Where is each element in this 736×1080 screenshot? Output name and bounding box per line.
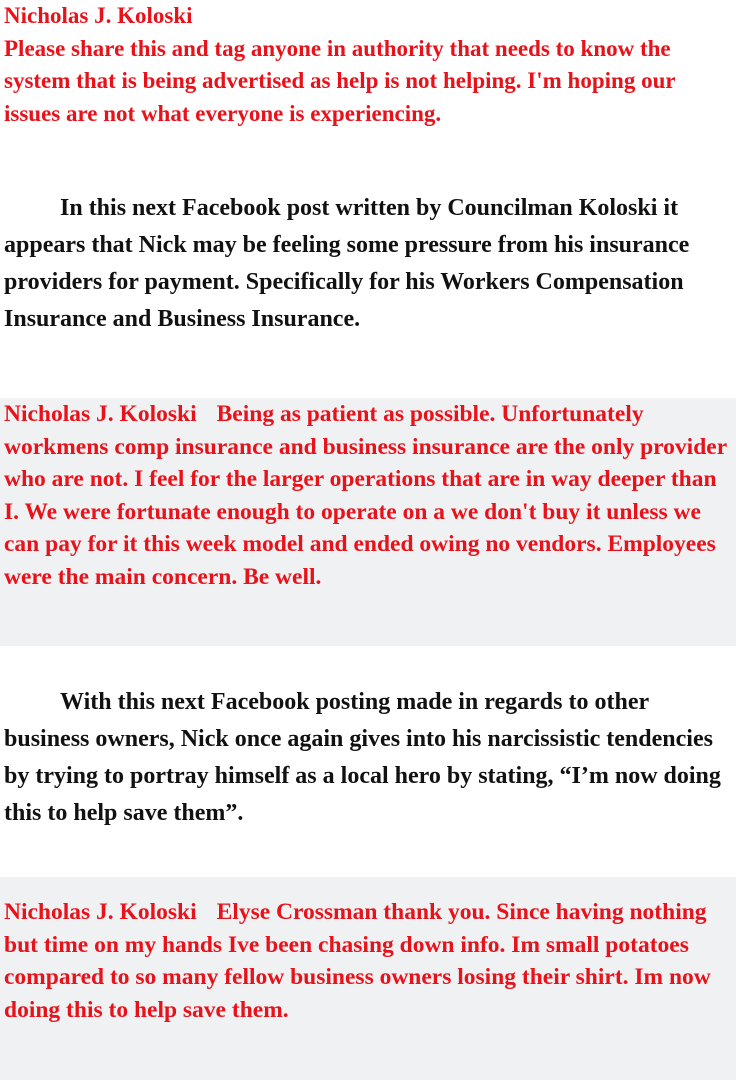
quote-author: Nicholas J. Koloski [4,899,197,925]
facebook-quote-1 [4,0,732,130]
quote-text: Please share this and tag anyone in authority that needs to know the system that is being advertised as help is not helping. I'm hoping our issues are not what everyone is experiencing. [4,35,676,126]
commentary-paragraph-1 [4,190,732,338]
facebook-quote-3 [4,896,732,1026]
quote-author: Nicholas J. Koloski [4,401,197,427]
facebook-quote-2 [4,398,732,593]
paragraph-text: In this next Facebook post written by Councilman Koloski it appears that Nick may be feeling some pressure from his insurance providers for payment. Specifically for his Workers Compensation Insurance and Business Insurance. [4,195,690,332]
paragraph-text: With this next Facebook posting made in regards to other business owners, Nick once again gives into his narcissistic tendencies by trying to portray himself as a local hero by stating, “I’m now doing this to help save them”. [4,689,721,826]
quote-text: Being as patient as possible. Unfortunately workmens comp insurance and business insurance are the only provider who are not. I feel for the larger operations that are in way deeper than I. We were fortunate enough to operate on a we don't buy it unless we can pay for it this week model and ended owing no vendors. Employees were the main concern. Be well. [4,401,727,590]
quote-text: Elyse Crossman thank you. Since having nothing but time on my hands Ive been chasing down info. Im small potatoes compared to so many fellow business owners losing their shirt. Im now doing this to help save them. [4,899,711,1023]
commentary-paragraph-2 [4,684,732,832]
quote-author: Nicholas J. Koloski [4,3,193,28]
